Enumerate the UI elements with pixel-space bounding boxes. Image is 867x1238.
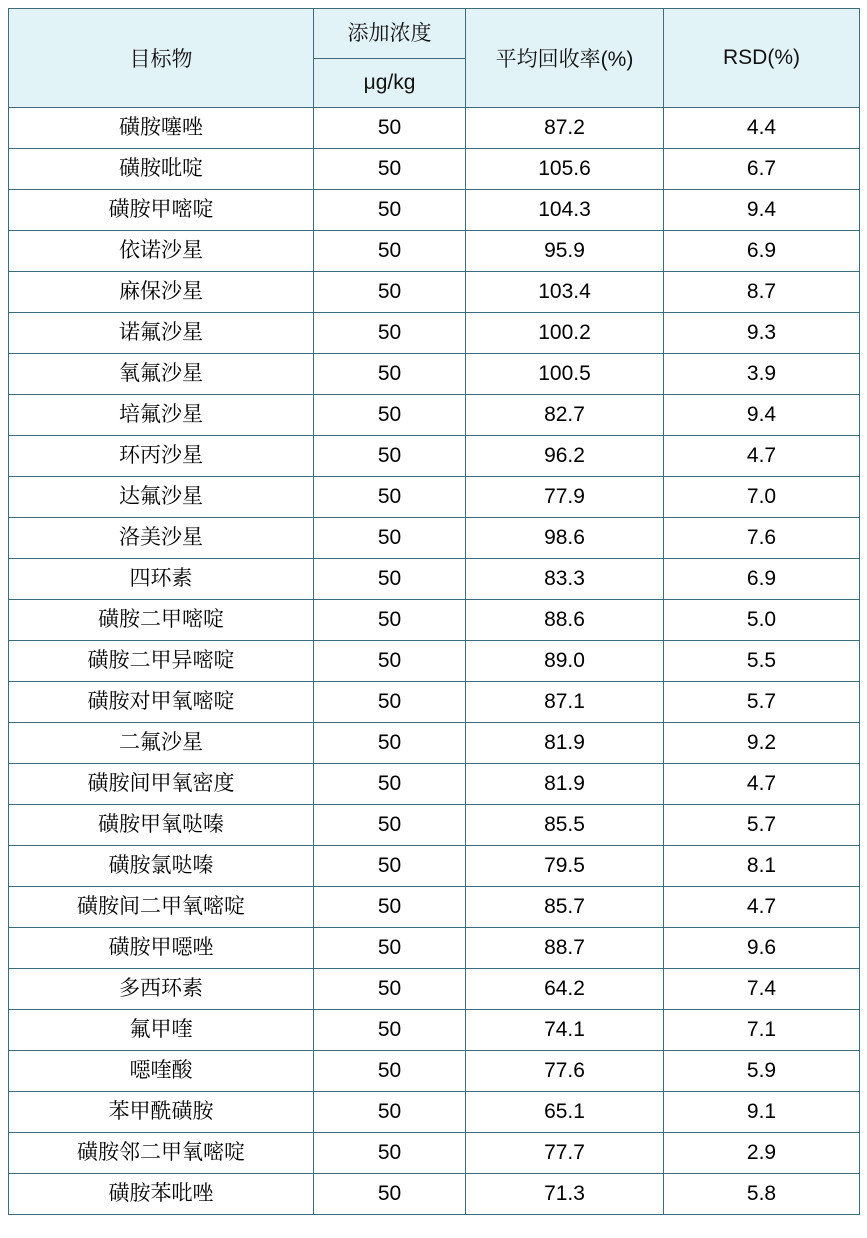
cell-target: 磺胺对甲氧嘧啶	[9, 682, 314, 723]
table-row	[9, 395, 860, 436]
cell-recovery: 88.6	[466, 600, 664, 641]
cell-rsd: 5.8	[664, 1174, 860, 1215]
table-row	[9, 272, 860, 313]
cell-concentration: 50	[314, 1133, 466, 1174]
cell-recovery: 96.2	[466, 436, 664, 477]
cell-rsd: 9.3	[664, 313, 860, 354]
table-row	[9, 1174, 860, 1215]
recovery-rsd-table	[8, 8, 860, 1215]
cell-recovery: 87.1	[466, 682, 664, 723]
cell-recovery: 82.7	[466, 395, 664, 436]
cell-target: 洛美沙星	[9, 518, 314, 559]
cell-recovery: 77.9	[466, 477, 664, 518]
cell-rsd: 2.9	[664, 1133, 860, 1174]
cell-recovery: 104.3	[466, 190, 664, 231]
cell-concentration: 50	[314, 723, 466, 764]
table-row	[9, 313, 860, 354]
cell-concentration: 50	[314, 108, 466, 149]
cell-recovery: 83.3	[466, 559, 664, 600]
cell-recovery: 79.5	[466, 846, 664, 887]
cell-rsd: 5.7	[664, 805, 860, 846]
cell-recovery: 64.2	[466, 969, 664, 1010]
cell-recovery: 74.1	[466, 1010, 664, 1051]
cell-target: 环丙沙星	[9, 436, 314, 477]
cell-concentration: 50	[314, 190, 466, 231]
cell-recovery: 81.9	[466, 723, 664, 764]
cell-rsd: 4.7	[664, 887, 860, 928]
cell-rsd: 7.0	[664, 477, 860, 518]
cell-target: 苯甲酰磺胺	[9, 1092, 314, 1133]
cell-concentration: 50	[314, 313, 466, 354]
cell-recovery: 65.1	[466, 1092, 664, 1133]
table-row	[9, 641, 860, 682]
cell-recovery: 95.9	[466, 231, 664, 272]
cell-concentration: 50	[314, 1092, 466, 1133]
cell-recovery: 100.5	[466, 354, 664, 395]
cell-concentration: 50	[314, 600, 466, 641]
cell-target: 磺胺甲氧哒嗪	[9, 805, 314, 846]
column-header-recovery: 平均回收率(%)	[466, 9, 664, 108]
cell-recovery: 87.2	[466, 108, 664, 149]
cell-target: 培氟沙星	[9, 395, 314, 436]
cell-target: 多西环素	[9, 969, 314, 1010]
cell-rsd: 7.4	[664, 969, 860, 1010]
column-header-concentration	[314, 9, 466, 108]
cell-target: 磺胺甲噁唑	[9, 928, 314, 969]
table-row	[9, 149, 860, 190]
cell-target: 噁喹酸	[9, 1051, 314, 1092]
cell-concentration: 50	[314, 395, 466, 436]
cell-recovery: 88.7	[466, 928, 664, 969]
header-row	[9, 9, 860, 108]
cell-concentration: 50	[314, 1174, 466, 1215]
cell-rsd: 9.6	[664, 928, 860, 969]
cell-concentration: 50	[314, 477, 466, 518]
cell-concentration: 50	[314, 682, 466, 723]
column-header-target: 目标物	[9, 9, 314, 108]
cell-recovery: 100.2	[466, 313, 664, 354]
column-header-concentration-unit: μg/kg	[363, 70, 416, 94]
cell-rsd: 7.6	[664, 518, 860, 559]
cell-concentration: 50	[314, 928, 466, 969]
cell-concentration: 50	[314, 969, 466, 1010]
cell-concentration: 50	[314, 518, 466, 559]
table-row	[9, 1133, 860, 1174]
cell-target: 磺胺噻唑	[9, 108, 314, 149]
cell-target: 磺胺二甲嘧啶	[9, 600, 314, 641]
cell-target: 磺胺甲嘧啶	[9, 190, 314, 231]
cell-concentration: 50	[314, 641, 466, 682]
cell-recovery: 71.3	[466, 1174, 664, 1215]
table-row	[9, 477, 860, 518]
cell-concentration: 50	[314, 1051, 466, 1092]
cell-recovery: 81.9	[466, 764, 664, 805]
table-row	[9, 231, 860, 272]
cell-target: 氟甲喹	[9, 1010, 314, 1051]
cell-target: 四环素	[9, 559, 314, 600]
cell-target: 诺氟沙星	[9, 313, 314, 354]
table-row	[9, 764, 860, 805]
cell-concentration: 50	[314, 559, 466, 600]
cell-target: 磺胺间甲氧密度	[9, 764, 314, 805]
cell-target: 麻保沙星	[9, 272, 314, 313]
cell-rsd: 5.5	[664, 641, 860, 682]
table-row	[9, 559, 860, 600]
table-body	[9, 108, 860, 1215]
table-header	[9, 9, 860, 108]
cell-target: 氧氟沙星	[9, 354, 314, 395]
table-row	[9, 108, 860, 149]
table-row	[9, 190, 860, 231]
cell-rsd: 9.4	[664, 190, 860, 231]
table-row	[9, 1092, 860, 1133]
cell-concentration: 50	[314, 764, 466, 805]
cell-recovery: 103.4	[466, 272, 664, 313]
table-row	[9, 1010, 860, 1051]
cell-target: 磺胺吡啶	[9, 149, 314, 190]
cell-recovery: 85.5	[466, 805, 664, 846]
cell-target: 磺胺苯吡唑	[9, 1174, 314, 1215]
table-row	[9, 887, 860, 928]
table-row	[9, 354, 860, 395]
cell-target: 磺胺邻二甲氧嘧啶	[9, 1133, 314, 1174]
cell-concentration: 50	[314, 887, 466, 928]
cell-recovery: 77.6	[466, 1051, 664, 1092]
table-row	[9, 805, 860, 846]
cell-concentration: 50	[314, 1010, 466, 1051]
cell-rsd: 9.2	[664, 723, 860, 764]
cell-target: 磺胺间二甲氧嘧啶	[9, 887, 314, 928]
cell-rsd: 6.9	[664, 559, 860, 600]
cell-recovery: 77.7	[466, 1133, 664, 1174]
column-header-concentration-title: 添加浓度	[314, 10, 465, 59]
cell-target: 二氟沙星	[9, 723, 314, 764]
cell-concentration: 50	[314, 272, 466, 313]
cell-concentration: 50	[314, 805, 466, 846]
cell-rsd: 6.7	[664, 149, 860, 190]
cell-concentration: 50	[314, 149, 466, 190]
table-row	[9, 682, 860, 723]
cell-rsd: 8.7	[664, 272, 860, 313]
cell-recovery: 98.6	[466, 518, 664, 559]
table-row	[9, 928, 860, 969]
cell-recovery: 89.0	[466, 641, 664, 682]
cell-rsd: 7.1	[664, 1010, 860, 1051]
table-row	[9, 1051, 860, 1092]
cell-rsd: 4.7	[664, 764, 860, 805]
cell-rsd: 4.7	[664, 436, 860, 477]
column-header-rsd: RSD(%)	[664, 9, 860, 108]
table-row	[9, 969, 860, 1010]
cell-rsd: 5.9	[664, 1051, 860, 1092]
cell-target: 磺胺二甲异嘧啶	[9, 641, 314, 682]
cell-rsd: 5.7	[664, 682, 860, 723]
cell-rsd: 9.4	[664, 395, 860, 436]
table-row	[9, 846, 860, 887]
cell-concentration: 50	[314, 846, 466, 887]
cell-rsd: 9.1	[664, 1092, 860, 1133]
cell-rsd: 3.9	[664, 354, 860, 395]
cell-concentration: 50	[314, 436, 466, 477]
cell-target: 依诺沙星	[9, 231, 314, 272]
cell-target: 达氟沙星	[9, 477, 314, 518]
cell-rsd: 8.1	[664, 846, 860, 887]
cell-concentration: 50	[314, 354, 466, 395]
cell-recovery: 105.6	[466, 149, 664, 190]
cell-rsd: 6.9	[664, 231, 860, 272]
table-row	[9, 723, 860, 764]
table-row	[9, 436, 860, 477]
cell-concentration: 50	[314, 231, 466, 272]
cell-target: 磺胺氯哒嗪	[9, 846, 314, 887]
cell-rsd: 4.4	[664, 108, 860, 149]
table-row	[9, 518, 860, 559]
cell-recovery: 85.7	[466, 887, 664, 928]
cell-rsd: 5.0	[664, 600, 860, 641]
table-row	[9, 600, 860, 641]
